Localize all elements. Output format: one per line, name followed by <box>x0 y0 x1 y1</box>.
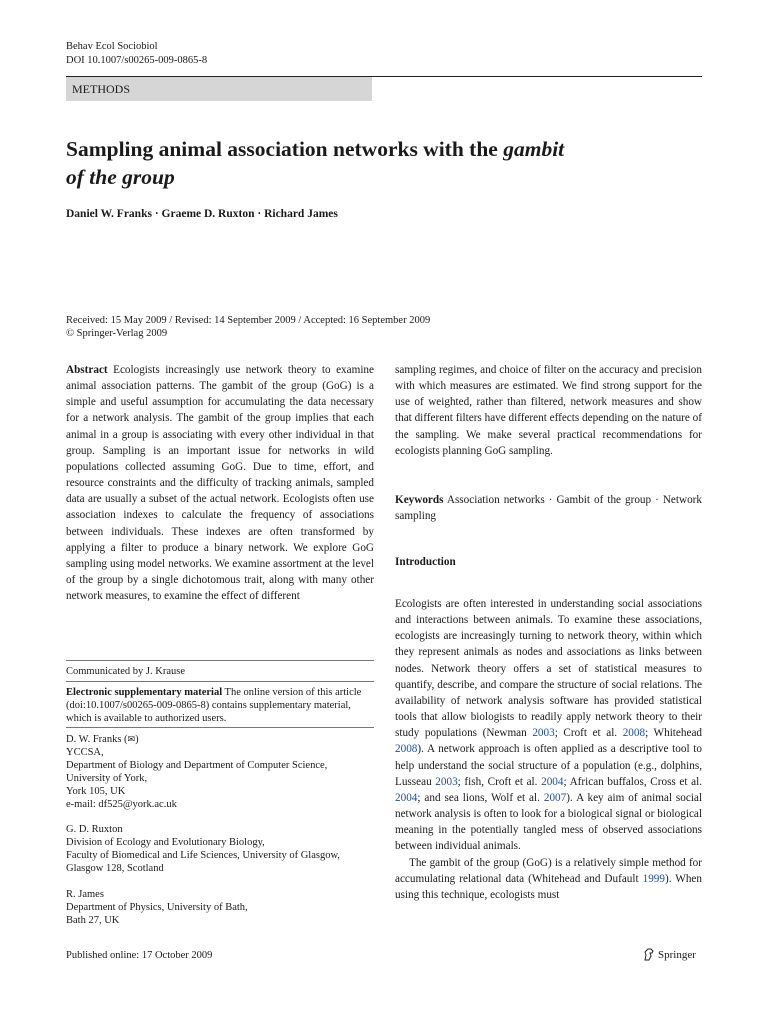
email[interactable]: e-mail: df525@york.ac.uk <box>66 799 177 810</box>
abstract <box>66 362 374 604</box>
citation-link[interactable]: 2007 <box>543 791 567 804</box>
paper-title <box>66 135 666 191</box>
intro-paragraph-1: Ecologists are often interested in understanding social associations and interactions between animals. To examine these associations, ecologists are increasingly turning to network theory, within which they represent animals as nodes and associations as links between nodes. Network theory offers a set of statistical measures to quantify, describe, and compare the structure of social relations. The availability of network analysis software has provided statistical tools that allow biologists to readily apply network theory to their study populations (Newman 2003; Croft et al. 2008; Whitehead 2008). A network approach is often applied as a descriptive tool to help understand the social structure of a population (e.g., dolphins, Lusseau 2003; fish, Croft et al. 2004; African buffalos, Cross et al. 2004; and sea lions, Wolf et al. 2007). A key aim of animal social network analysis is often to look for a biological signal or biological meaning in the potentially tangled mess of observed associations between individual animals. <box>395 598 703 853</box>
dates-line: Received: 15 May 2009 / Revised: 14 September 2009 / Accepted: 16 September 2009 <box>66 315 431 326</box>
author-name: G. D. Ruxton <box>66 824 123 835</box>
keywords <box>395 492 702 524</box>
address-franks <box>66 733 374 811</box>
citation-link[interactable]: 1999 <box>642 872 665 885</box>
springer-horse-icon <box>643 948 655 961</box>
address-line: Bath 27, UK <box>66 915 120 926</box>
author-name: D. W. Franks (✉) <box>66 734 139 745</box>
address-line: York 105, UK <box>66 786 126 797</box>
citation-link[interactable]: 2003 <box>435 775 458 788</box>
title-part3: of the group <box>66 165 175 189</box>
springer-logo <box>643 948 696 961</box>
footnote-rule <box>66 660 374 661</box>
publisher-name: Springer <box>658 948 696 961</box>
introduction-heading: Introduction <box>395 556 456 568</box>
journal-name: Behav Ecol Sociobiol <box>66 41 158 52</box>
address-james <box>66 888 374 927</box>
author-name: R. James <box>66 889 104 900</box>
supplementary-note <box>66 686 374 725</box>
abstract-text: Ecologists increasingly use network theory to examine animal association patterns. The gambit of the group (GoG) is a simple and useful assumption for accumulating the data necessary for a network analysis. The gambit of the group implies that each animal in a group is associating with every other individual in that group. Sampling is an important issue for networks in wild populations collected assuming GoG. Due to time, effort, and resource constraints and the difficulty of tracking animals, sampled data are usually a subset of the actual network. Ecologists often use association indexes to calculate the frequency of associations between individuals. These indexes are often transformed by applying a filter to produce a binary network. We explore GoG sampling using model networks. We examine assortment at the level of the group by a single dichotomous trait, along with many other network measures, to examine the effect of different <box>66 364 374 603</box>
address-line: Faculty of Biomedical and Life Sciences, University of Glasgow, <box>66 850 340 861</box>
title-part2: gambit <box>503 137 565 161</box>
address-line: Division of Ecology and Evolutionary Biology, <box>66 837 265 848</box>
journal-header <box>66 40 207 68</box>
citation-link[interactable]: 2004 <box>395 791 418 804</box>
published-online: Published online: 17 October 2009 <box>66 950 213 961</box>
address-line: University of York, <box>66 773 148 784</box>
citation-link[interactable]: 2003 <box>532 727 555 740</box>
address-line: Department of Biology and Department of Computer Science, <box>66 760 328 771</box>
abstract-label: Abstract <box>66 364 108 376</box>
esm-text: The online version of this article (doi:10.1007/s00265-009-0865-8) contains supplementary material, which is available to authorized users. <box>66 687 362 724</box>
footnote-rule <box>66 681 374 682</box>
address-line: YCCSA, <box>66 747 104 758</box>
footnote-rule <box>66 727 374 728</box>
section-label: METHODS <box>66 77 372 101</box>
citation-link[interactable]: 2008 <box>622 727 646 740</box>
keywords-label: Keywords <box>395 494 444 506</box>
communicated-by: Communicated by J. Krause <box>66 666 185 677</box>
address-line: Glasgow 128, Scotland <box>66 863 164 874</box>
esm-label: Electronic supplementary material <box>66 687 223 698</box>
abstract-continued: sampling regimes, and choice of filter on the accuracy and precision with which measures are estimated. We find strong support for the use of weighted, rather than filtered, network measures and show that different filters have different effects depending on the nature of the sampling. We make several practical recommendations for ecologists planning GoG sampling. <box>395 364 702 457</box>
envelope-icon[interactable]: ✉ <box>127 734 136 744</box>
citation-link[interactable]: 2008 <box>395 743 418 756</box>
introduction-body <box>395 596 702 903</box>
intro-paragraph-2: The gambit of the group (GoG) is a relatively simple method for accumulating relational data (Whitehead and Dufault 1999). When using this technique, ecologists must <box>395 856 702 901</box>
publication-dates <box>66 314 430 340</box>
citation-link[interactable]: 2004 <box>541 775 564 788</box>
address-ruxton <box>66 823 374 875</box>
doi: DOI 10.1007/s00265-009-0865-8 <box>66 55 208 66</box>
author-list: Daniel W. Franks · Graeme D. Ruxton · Richard James <box>66 208 338 220</box>
copyright-line: © Springer-Verlag 2009 <box>66 328 168 339</box>
keywords-text: Association networks · Gambit of the group · Network sampling <box>395 494 702 523</box>
title-part1: Sampling animal association networks with the <box>66 137 504 161</box>
address-line: Department of Physics, University of Bath, <box>66 902 248 913</box>
